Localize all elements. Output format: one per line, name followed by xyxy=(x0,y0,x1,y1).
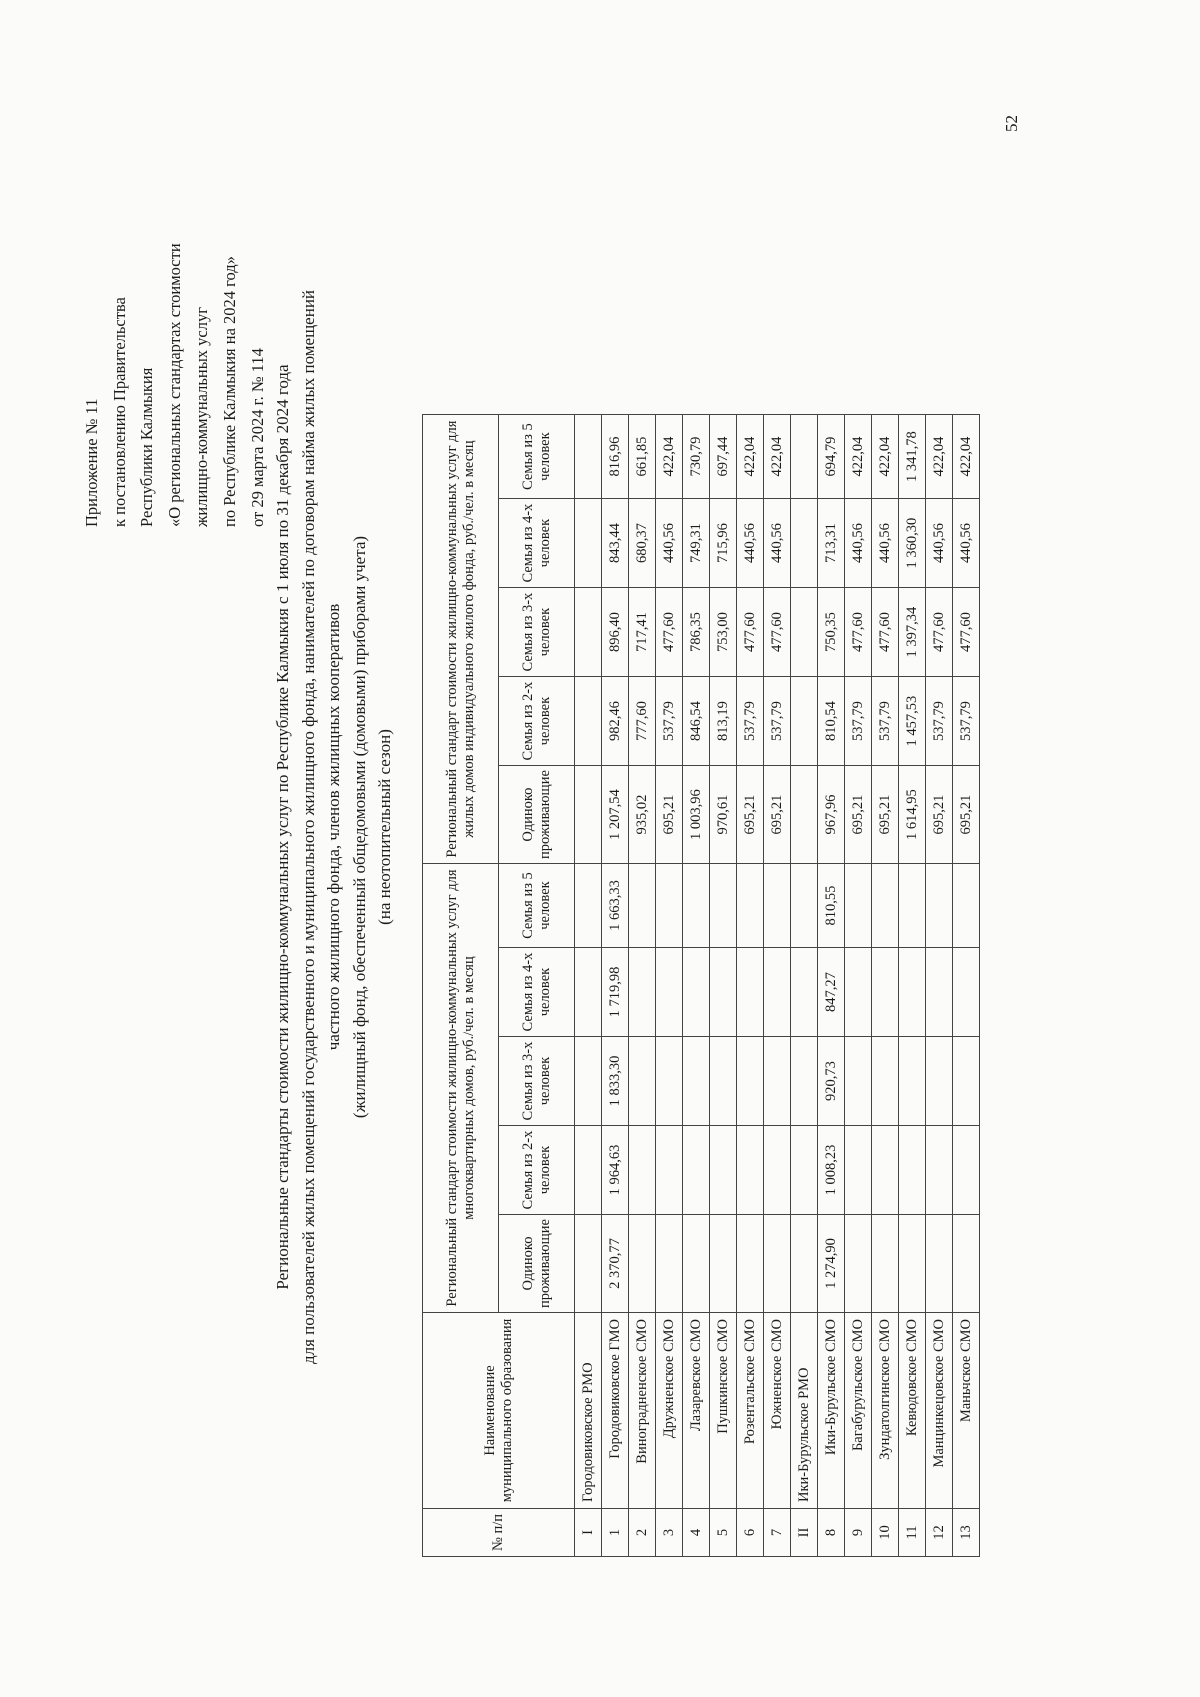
individual-value-cell: 422,04 xyxy=(845,415,872,499)
row-number: 2 xyxy=(629,1509,656,1557)
standards-table xyxy=(422,414,980,1557)
individual-value-cell: 695,21 xyxy=(764,766,791,864)
multi-value-cell xyxy=(683,1215,710,1313)
individual-value-cell: 695,21 xyxy=(845,766,872,864)
group-row xyxy=(575,415,602,1557)
multi-value-cell xyxy=(926,948,953,1037)
multi-value-cell xyxy=(926,864,953,948)
appendix-line: по Республике Калмыкия на 2024 год» xyxy=(219,256,239,527)
multi-value-cell xyxy=(845,1037,872,1126)
individual-value-cell: 1 341,78 xyxy=(899,415,926,499)
individual-value-cell: 697,44 xyxy=(710,415,737,499)
table-header xyxy=(423,415,575,1557)
multi-value-cell xyxy=(791,1126,818,1215)
multi-value-cell xyxy=(899,1037,926,1126)
individual-value-cell: 422,04 xyxy=(872,415,899,499)
multi-value-cell xyxy=(737,864,764,948)
title-line: для пользователей жилых помещений государственного и муниципального жилищного фонда, нанимателей по договорам найма жилых помещений xyxy=(298,289,318,1365)
multi-value-cell xyxy=(872,1215,899,1313)
individual-value-cell: 537,79 xyxy=(656,677,683,766)
header-sub-single: Одиноко проживающие xyxy=(499,1215,575,1313)
individual-value-cell: 816,96 xyxy=(602,415,629,499)
multi-value-cell: 920,73 xyxy=(818,1037,845,1126)
multi-value-cell xyxy=(953,1126,980,1215)
municipality-name: Южненское СМО xyxy=(764,1313,791,1509)
individual-value-cell: 843,44 xyxy=(602,499,629,588)
row-number: 9 xyxy=(845,1509,872,1557)
row-number: II xyxy=(791,1509,818,1557)
table-body xyxy=(575,415,980,1557)
individual-value-cell: 537,79 xyxy=(926,677,953,766)
table-row xyxy=(683,415,710,1557)
individual-value-cell: 440,56 xyxy=(953,499,980,588)
individual-value-cell: 695,21 xyxy=(872,766,899,864)
individual-value-cell: 970,61 xyxy=(710,766,737,864)
multi-value-cell xyxy=(926,1037,953,1126)
row-number: 7 xyxy=(764,1509,791,1557)
individual-value-cell: 537,79 xyxy=(764,677,791,766)
individual-value-cell: 695,21 xyxy=(737,766,764,864)
header-sub-family-2: Семья из 2-х человек xyxy=(499,1126,575,1215)
individual-value-cell: 695,21 xyxy=(656,766,683,864)
multi-value-cell xyxy=(683,864,710,948)
multi-value-cell xyxy=(629,864,656,948)
multi-value-cell xyxy=(791,1037,818,1126)
municipality-name: Городовиковское РМО xyxy=(575,1313,602,1509)
multi-value-cell xyxy=(845,1126,872,1215)
multi-value-cell: 1 719,98 xyxy=(602,948,629,1037)
header-group-individual: Региональный стандарт стоимости жилищно-коммунальных услуг для жилых домов индивидуального жилого фонда, руб./чел. в месяц xyxy=(423,415,499,864)
municipality-name: Пушкинское СМО xyxy=(710,1313,737,1509)
individual-value-cell: 695,21 xyxy=(926,766,953,864)
individual-value-cell: 713,31 xyxy=(818,499,845,588)
individual-value-cell: 422,04 xyxy=(656,415,683,499)
multi-value-cell xyxy=(656,1037,683,1126)
multi-value-cell xyxy=(764,864,791,948)
individual-value-cell xyxy=(575,588,602,677)
header-sub-single: Одиноко проживающие xyxy=(499,766,575,864)
table-row xyxy=(818,415,845,1557)
individual-value-cell xyxy=(575,677,602,766)
appendix-line: от 29 марта 2024 г. № 114 xyxy=(247,348,267,527)
table-row xyxy=(899,415,926,1557)
table-row xyxy=(602,415,629,1557)
individual-value-cell xyxy=(791,677,818,766)
row-number: 10 xyxy=(872,1509,899,1557)
header-sub-family-5: Семья из 5 человек xyxy=(499,415,575,499)
individual-value-cell: 1 614,95 xyxy=(899,766,926,864)
multi-value-cell xyxy=(953,1037,980,1126)
individual-value-cell: 777,60 xyxy=(629,677,656,766)
multi-value-cell xyxy=(710,864,737,948)
row-number: 11 xyxy=(899,1509,926,1557)
header-num: № п/п xyxy=(423,1509,575,1557)
title-line: частного жилищного фонда, членов жилищных кооперативов xyxy=(324,603,343,1051)
individual-value-cell: 896,40 xyxy=(602,588,629,677)
multi-value-cell xyxy=(764,1126,791,1215)
table-row xyxy=(629,415,656,1557)
row-number: 12 xyxy=(926,1509,953,1557)
multi-value-cell xyxy=(764,948,791,1037)
individual-value-cell: 477,60 xyxy=(656,588,683,677)
individual-value-cell: 750,35 xyxy=(818,588,845,677)
multi-value-cell xyxy=(737,1037,764,1126)
municipality-name: Розентальское СМО xyxy=(737,1313,764,1509)
individual-value-cell: 982,46 xyxy=(602,677,629,766)
individual-value-cell: 477,60 xyxy=(872,588,899,677)
multi-value-cell xyxy=(656,948,683,1037)
individual-value-cell: 810,54 xyxy=(818,677,845,766)
individual-value-cell: 846,54 xyxy=(683,677,710,766)
individual-value-cell: 695,21 xyxy=(953,766,980,864)
header-sub-family-4: Семья из 4-х человек xyxy=(499,499,575,588)
individual-value-cell: 422,04 xyxy=(926,415,953,499)
individual-value-cell: 477,60 xyxy=(926,588,953,677)
individual-value-cell: 440,56 xyxy=(872,499,899,588)
municipality-name: Манцинкецовское СМО xyxy=(926,1313,953,1509)
municipality-name: Маньчское СМО xyxy=(953,1313,980,1509)
multi-value-cell xyxy=(575,948,602,1037)
table-row xyxy=(926,415,953,1557)
title-line: (жилищный фонд, обеспеченный общедомовыми (домовыми) приборами учета) xyxy=(349,535,369,1119)
multi-value-cell xyxy=(710,1215,737,1313)
municipality-name: Лазаревское СМО xyxy=(683,1313,710,1509)
row-number: 4 xyxy=(683,1509,710,1557)
multi-value-cell xyxy=(872,1037,899,1126)
page-number: 52 xyxy=(1002,115,1021,132)
municipality-name: Виноградненское СМО xyxy=(629,1313,656,1509)
individual-value-cell: 967,96 xyxy=(818,766,845,864)
multi-value-cell xyxy=(791,948,818,1037)
table-row xyxy=(710,415,737,1557)
individual-value-cell: 440,56 xyxy=(656,499,683,588)
individual-value-cell: 1 360,30 xyxy=(899,499,926,588)
row-number: I xyxy=(575,1509,602,1557)
municipality-name: Багабурульское СМО xyxy=(845,1313,872,1509)
municipality-name: Ики-Бурульское РМО xyxy=(791,1313,818,1509)
individual-value-cell: 730,79 xyxy=(683,415,710,499)
individual-value-cell: 477,60 xyxy=(737,588,764,677)
header-sub-family-2: Семья из 2-х человек xyxy=(499,677,575,766)
table-row xyxy=(764,415,791,1557)
multi-value-cell xyxy=(899,1126,926,1215)
municipality-name: Ики-Бурульское СМО xyxy=(818,1313,845,1509)
individual-value-cell: 537,79 xyxy=(845,677,872,766)
individual-value-cell: 1 457,53 xyxy=(899,677,926,766)
individual-value-cell: 1 207,54 xyxy=(602,766,629,864)
appendix-line: «О региональных стандартах стоимости xyxy=(164,243,184,527)
multi-value-cell xyxy=(575,1037,602,1126)
multi-value-cell xyxy=(899,1215,926,1313)
multi-value-cell: 1 833,30 xyxy=(602,1037,629,1126)
individual-value-cell: 537,79 xyxy=(872,677,899,766)
multi-value-cell xyxy=(575,1126,602,1215)
multi-value-cell xyxy=(683,948,710,1037)
row-number: 5 xyxy=(710,1509,737,1557)
individual-value-cell: 477,60 xyxy=(953,588,980,677)
multi-value-cell xyxy=(926,1215,953,1313)
appendix-line: к постановлению Правительства xyxy=(109,297,129,527)
individual-value-cell: 440,56 xyxy=(845,499,872,588)
appendix-block xyxy=(78,127,271,527)
multi-value-cell xyxy=(629,1215,656,1313)
multi-value-cell xyxy=(710,948,737,1037)
title-line: Региональные стандарты стоимости жилищно-коммунальных услуг по Республике Калмыкия с 1 июля по 31 декабря 2024 года xyxy=(273,364,292,1290)
multi-value-cell: 1 964,63 xyxy=(602,1126,629,1215)
multi-value-cell xyxy=(710,1037,737,1126)
multi-value-cell xyxy=(683,1126,710,1215)
individual-value-cell: 935,02 xyxy=(629,766,656,864)
document-title xyxy=(270,257,398,1397)
row-number: 3 xyxy=(656,1509,683,1557)
individual-value-cell xyxy=(791,588,818,677)
multi-value-cell xyxy=(575,1215,602,1313)
multi-value-cell xyxy=(953,948,980,1037)
individual-value-cell: 440,56 xyxy=(764,499,791,588)
multi-value-cell xyxy=(953,1215,980,1313)
multi-value-cell: 847,27 xyxy=(818,948,845,1037)
individual-value-cell: 753,00 xyxy=(710,588,737,677)
multi-value-cell xyxy=(737,1126,764,1215)
individual-value-cell xyxy=(575,499,602,588)
individual-value-cell: 715,96 xyxy=(710,499,737,588)
multi-value-cell xyxy=(872,1126,899,1215)
multi-value-cell xyxy=(683,1037,710,1126)
header-group-multi: Региональный стандарт стоимости жилищно-коммунальных услуг для многоквартирных домов, руб./чел. в месяц xyxy=(423,864,499,1313)
multi-value-cell xyxy=(629,1126,656,1215)
row-number: 8 xyxy=(818,1509,845,1557)
header-sub-family-4: Семья из 4-х человек xyxy=(499,948,575,1037)
multi-value-cell xyxy=(899,864,926,948)
appendix-line: Приложение № 11 xyxy=(82,398,101,527)
multi-value-cell: 2 370,77 xyxy=(602,1215,629,1313)
multi-value-cell xyxy=(710,1126,737,1215)
multi-value-cell xyxy=(764,1037,791,1126)
municipality-name: Кевюдовское СМО xyxy=(899,1313,926,1509)
multi-value-cell: 1 663,33 xyxy=(602,864,629,948)
municipality-name: Дружненское СМО xyxy=(656,1313,683,1509)
multi-value-cell xyxy=(845,864,872,948)
individual-value-cell: 1 003,96 xyxy=(683,766,710,864)
multi-value-cell xyxy=(764,1215,791,1313)
individual-value-cell: 422,04 xyxy=(953,415,980,499)
multi-value-cell: 1 008,23 xyxy=(818,1126,845,1215)
multi-value-cell xyxy=(845,1215,872,1313)
appendix-line: жилищно-коммунальных услуг xyxy=(192,307,212,527)
appendix-line: Республики Калмыкия xyxy=(137,367,157,527)
row-number: 1 xyxy=(602,1509,629,1557)
header-sub-family-3: Семья из 3-х человек xyxy=(499,1037,575,1126)
individual-value-cell xyxy=(791,499,818,588)
individual-value-cell xyxy=(791,415,818,499)
table-row xyxy=(953,415,980,1557)
header-sub-family-5: Семья из 5 человек xyxy=(499,864,575,948)
individual-value-cell: 813,19 xyxy=(710,677,737,766)
table-row xyxy=(845,415,872,1557)
individual-value-cell: 440,56 xyxy=(926,499,953,588)
individual-value-cell xyxy=(575,766,602,864)
multi-value-cell xyxy=(872,948,899,1037)
multi-value-cell xyxy=(845,948,872,1037)
multi-value-cell xyxy=(656,1215,683,1313)
individual-value-cell: 537,79 xyxy=(737,677,764,766)
table-row xyxy=(737,415,764,1557)
table-row xyxy=(656,415,683,1557)
header-sub-family-3: Семья из 3-х человек xyxy=(499,588,575,677)
multi-value-cell xyxy=(791,864,818,948)
header-name: Наименование муниципального образования xyxy=(423,1313,575,1509)
multi-value-cell xyxy=(575,864,602,948)
individual-value-cell: 661,85 xyxy=(629,415,656,499)
individual-value-cell: 477,60 xyxy=(845,588,872,677)
table-row xyxy=(872,415,899,1557)
individual-value-cell: 537,79 xyxy=(953,677,980,766)
individual-value-cell: 440,56 xyxy=(737,499,764,588)
multi-value-cell xyxy=(656,864,683,948)
individual-value-cell: 477,60 xyxy=(764,588,791,677)
individual-value-cell: 680,37 xyxy=(629,499,656,588)
multi-value-cell xyxy=(629,1037,656,1126)
group-row xyxy=(791,415,818,1557)
multi-value-cell xyxy=(899,948,926,1037)
multi-value-cell xyxy=(656,1126,683,1215)
individual-value-cell: 749,31 xyxy=(683,499,710,588)
municipality-name: Зундатолгинское СМО xyxy=(872,1313,899,1509)
multi-value-cell: 810,55 xyxy=(818,864,845,948)
individual-value-cell: 717,41 xyxy=(629,588,656,677)
multi-value-cell xyxy=(791,1215,818,1313)
individual-value-cell xyxy=(791,766,818,864)
row-number: 6 xyxy=(737,1509,764,1557)
individual-value-cell: 694,79 xyxy=(818,415,845,499)
standards-table-wrapper xyxy=(422,414,980,1557)
individual-value-cell: 422,04 xyxy=(764,415,791,499)
individual-value-cell: 422,04 xyxy=(737,415,764,499)
multi-value-cell: 1 274,90 xyxy=(818,1215,845,1313)
individual-value-cell xyxy=(575,415,602,499)
multi-value-cell xyxy=(737,948,764,1037)
multi-value-cell xyxy=(629,948,656,1037)
individual-value-cell: 786,35 xyxy=(683,588,710,677)
row-number: 13 xyxy=(953,1509,980,1557)
municipality-name: Городовиковское ГМО xyxy=(602,1313,629,1509)
multi-value-cell xyxy=(737,1215,764,1313)
multi-value-cell xyxy=(953,864,980,948)
multi-value-cell xyxy=(926,1126,953,1215)
multi-value-cell xyxy=(872,864,899,948)
individual-value-cell: 1 397,34 xyxy=(899,588,926,677)
title-line: (на неотопительный сезон) xyxy=(375,729,394,925)
